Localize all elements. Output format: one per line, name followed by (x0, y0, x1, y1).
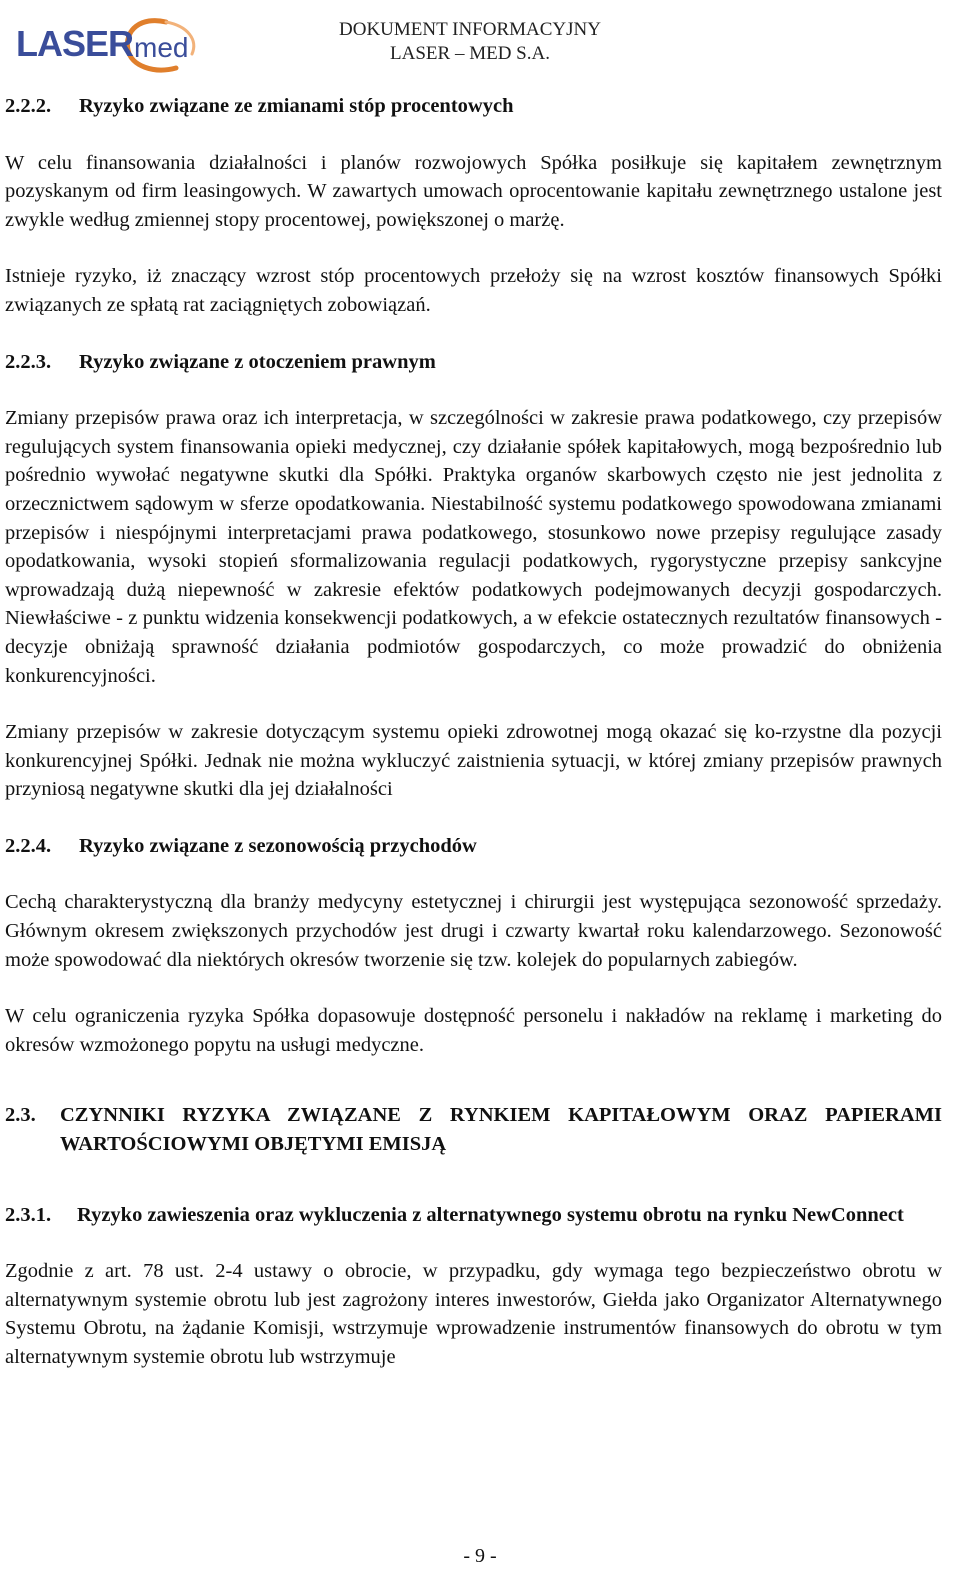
section-title: Ryzyko związane z sezonowością przychodów (79, 834, 477, 857)
section-heading-2-2-4 (5, 832, 942, 861)
section-title: Ryzyko zawieszenia oraz wykluczenia z alternatywnego systemu obrotu na rynku NewConnect (77, 1203, 904, 1226)
paragraph: Istnieje ryzyko, iż znaczący wzrost stóp procentowych przełoży się na wzrost kosztów finansowych Spółki związanych ze spłatą rat zaciągniętych zobowiązań. (5, 265, 942, 316)
section-heading-2-2-2 (5, 92, 942, 121)
section-number: 2.2.2. (5, 95, 52, 117)
document-header (320, 18, 620, 66)
section-title: CZYNNIKI RYZYKA ZWIĄZANE Z RYNKIEM KAPITAŁOWYM ORAZ PAPIERAMI WARTOŚCIOWYMI OBJĘTYMI EMISJĄ (60, 1104, 942, 1156)
section-title: Ryzyko związane z otoczeniem prawnym (79, 350, 436, 373)
section-number: 2.3. (5, 1104, 36, 1127)
section-heading-2-3-1 (5, 1201, 942, 1230)
section-number: 2.3.1. (5, 1203, 52, 1226)
paragraph: W celu finansowania działalności i planów rozwojowych Spółka posiłkuje się kapitałem zewnętrznym pozyskanym od firm leasingowych. W zawartych umowach oprocentowanie kapitału zewnętrznego ustalone jest zwykle według zmiennej stopy procentowej, powiększonej o marżę. (5, 151, 942, 231)
document-type: DOKUMENT INFORMACYJNY (339, 19, 601, 40)
section-title: Ryzyko związane ze zmianami stóp procentowych (79, 95, 514, 117)
page-number: - 9 - (463, 1545, 497, 1567)
laser-med-logo (16, 12, 216, 78)
paragraph: Zmiany przepisów w zakresie dotyczącym systemu opieki zdrowotnej mogą okazać się ko-rzystne dla pozycji konkurencyjnej Spółki. Jednak nie można wykluczyć zaistnienia sytuacji, w której zmiany przepisów prawnych przyniosą negatywne skutki dla jej działalności (5, 721, 942, 801)
document-body (5, 92, 942, 1372)
paragraph: Zmiany przepisów prawa oraz ich interpretacja, w szczególności w zakresie prawa podatkowego, czy przepisów regulujących system finansowania opieki medycznej, czy działanie spółek kapitałowych, mogą bezpośrednio lub pośrednio wywołać negatywne skutki dla Spółki. Praktyka organów skarbowych często nie jest jednolita z orzecznictwem sądowym w sferze opodatkowania. Niestabilność systemu podatkowego spowodowana zmianami przepisów i niespójnymi interpretacjami prawa podatkowego, stosunkowo nowe przepisy regulujące zasady opodatkowania, wysoki stopień sformalizowania regulacji podatkowych, rygorystyczne przepisy sankcyjne wprowadzają dużą niepewność w zakresie efektów podatkowych podejmowanych decyzji gospodarczych. Niewłaściwe - z punktu widzenia konsekwencji podatkowych, a w efekcie ostatecznych rezultatów finansowych - decyzje obniżają sprawność działania podmiotów gospodarczych, co może prowadzić do obniżenia konkurencyjności. (5, 407, 942, 687)
company-name: LASER – MED S.A. (390, 43, 550, 64)
section-heading-2-2-3 (5, 348, 942, 377)
section-number: 2.2.4. (5, 834, 52, 857)
svg-text:med: med (134, 32, 189, 63)
paragraph: Cechą charakterystyczną dla branży medycyny estetycznej i chirurgii jest występująca sezonowość sprzedaży. Głównym okresem zwiększonych przychodów jest drugi i czwarty kwartał roku kalendarzowego. Sezonowość może spowodować dla niektórych okresów tworzenie się tzw. kolejek do popularnych zabiegów. (5, 891, 942, 971)
section-heading-2-3 (5, 1101, 942, 1158)
svg-text:LASER: LASER (16, 23, 134, 64)
paragraph: W celu ograniczenia ryzyka Spółka dopasowuje dostępność personelu i nakładów na reklamę i marketing do okresów wzmożonego popytu na usługi medyczne. (5, 1005, 942, 1056)
paragraph: Zgodnie z art. 78 ust. 2-4 ustawy o obrocie, w przypadku, gdy wymaga tego bezpieczeństwo obrotu w alternatywnym systemie obrotu lub jest zagrożony interes inwestorów, Giełda jako Organizator Alternatywnego Systemu Obrotu, na żądanie Komisji, wstrzymuje wprowadzenie instrumentów finansowych do obrotu w tym alternatywnym systemie obrotu lub wstrzymuje (5, 1260, 942, 1368)
section-number: 2.2.3. (5, 350, 52, 373)
